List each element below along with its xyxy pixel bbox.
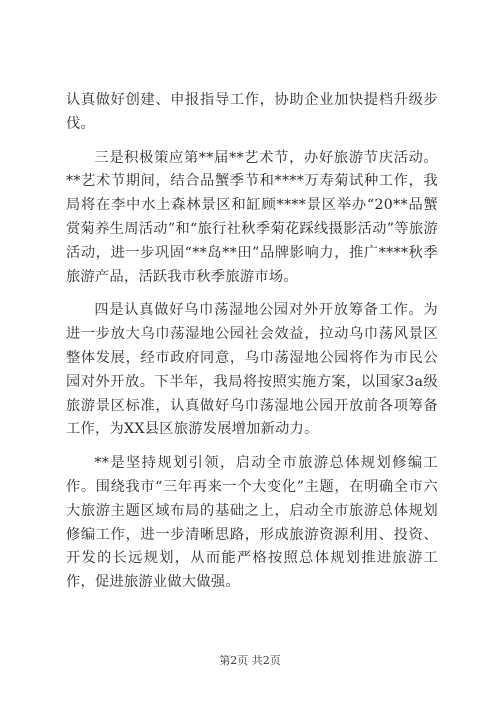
paragraph-art-festival: 三是积极策应第**届**艺术节，办好旅游节庆活动。**艺术节期间，结合品蟹季节和****万寿菊试种工作，我局将在李中水上森林景区和缸顾****景区举办“20**品蟹赏菊养生周活动”和“旅行社秋季菊花踩线摄影活动”等旅游活动，进一步巩固“**岛**田”品牌影响力，推广****秋季旅游产品，活跃我市秋季旅游市场。 xyxy=(66,149,438,285)
paragraph-continuation: 认真做好创建、申报指导工作，协助企业加快提档升级步伐。 xyxy=(66,92,438,132)
document-body xyxy=(66,89,438,595)
paragraph-tourism-planning: **是坚持规划引领，启动全市旅游总体规划修编工作。围绕我市“三年再来一个大变化”主题，在明确全市六大旅游主题区域布局的基础之上，启动全市旅游总体规划修编工作，进一步清晰思路，形成旅游资源利用、投资、开发的长远规划，从而能严格按照总体规划推进旅游工作，促进旅游业做大做强。 xyxy=(66,455,438,591)
paragraph-wetland-park: 四是认真做好乌巾荡湿地公园对外开放筹备工作。为进一步放大乌巾荡湿地公园社会效益，拉动乌巾荡风景区整体发展，经市政府同意，乌巾荡湿地公园将作为市民公园对外开放。下半年，我局将按照实施方案，以国家3a级旅游景区标准，认真做好乌巾荡湿地公园开放前各项筹备工作，为XX县区旅游发展增加新动力。 xyxy=(66,302,438,438)
page-footer: 第2页 共2页 xyxy=(219,654,281,667)
